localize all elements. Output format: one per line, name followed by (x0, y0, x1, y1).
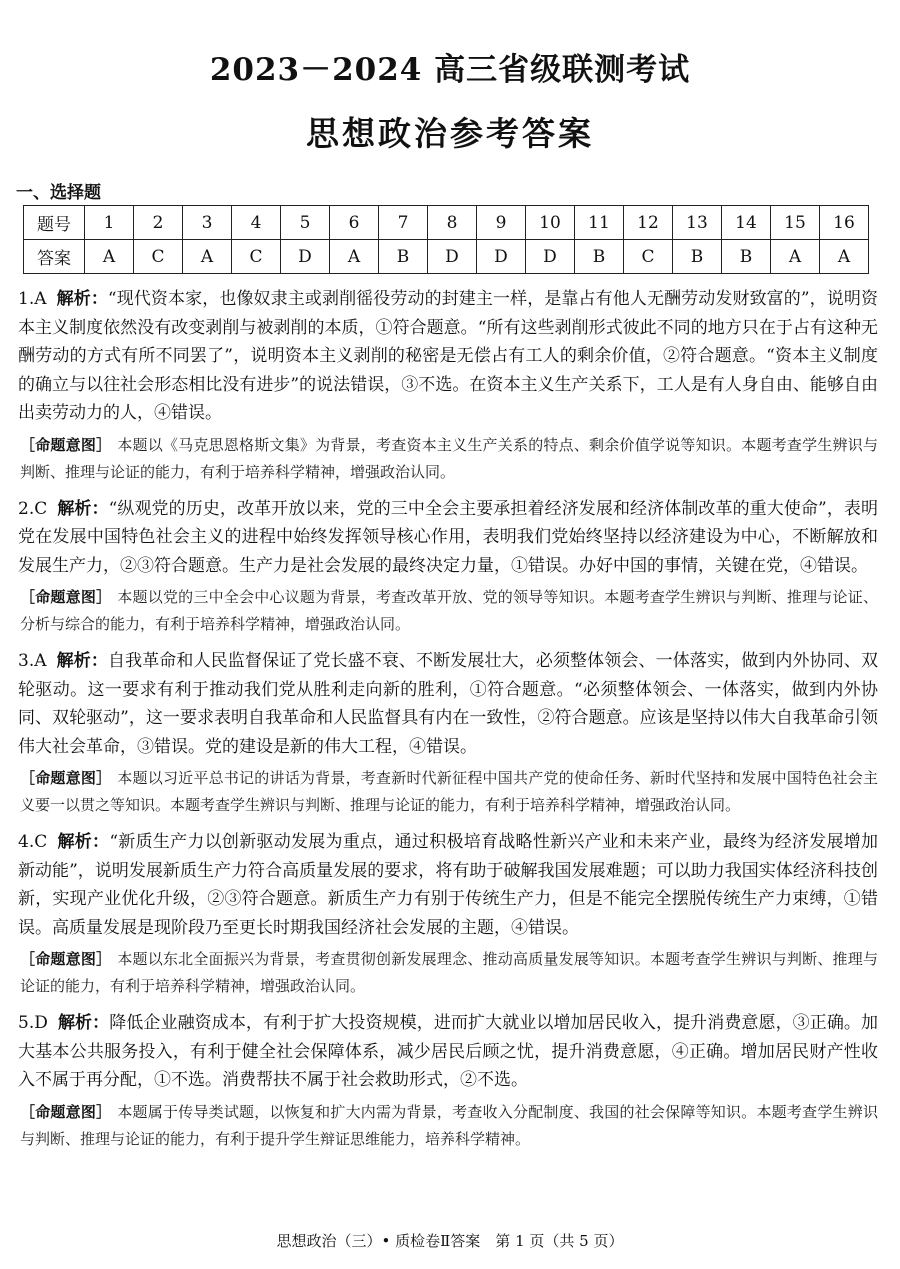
question-explanation (18, 647, 878, 819)
question-number-cell: 10 (526, 206, 575, 240)
subject-title: 思想政治参考答案 (306, 114, 594, 153)
answer-cell: A (820, 240, 869, 274)
page-footer: 思想政治（三）• 质检卷Ⅱ答案 第 1 页（共 5 页） (276, 1232, 624, 1250)
answer-cell: B (722, 240, 771, 274)
design-intent-label: ［命题意图］ (20, 1102, 112, 1121)
answer-cell: C (134, 240, 183, 274)
answer-cell: C (232, 240, 281, 274)
answer-cell: D (526, 240, 575, 274)
answer-row (24, 240, 869, 274)
section-heading: 一、选择题 (16, 183, 101, 203)
design-intent-label: ［命题意图］ (20, 435, 112, 454)
design-intent-text: 本题以习近平总书记的讲话为背景，考查新时代新征程中国共产党的使命任务、新时代坚持和发展中国特色社会主义要一以贯之等知识。本题考查学生辨识与判断、推理与论证的能力，有利于培养科学精神，增强政治认同。 (20, 769, 878, 814)
design-intent-label: ［命题意图］ (20, 950, 112, 968)
analysis-label: 解析： (56, 651, 108, 671)
question-number-cell: 12 (624, 206, 673, 240)
answer-cell: C (624, 240, 673, 274)
explanation-list (18, 285, 878, 1162)
question-explanation (18, 1009, 878, 1153)
design-intent-paragraph (18, 946, 878, 1000)
analysis-text: “现代资本家，也像奴隶主或剥削徭役劳动的封建主一样，是靠占有他人无酬劳动发财致富的”，说明资本主义制度依然没有改变剥削与被剥削的本质，①符合题意。“所有这些剥削形式彼此不同的地方只在于占有这种无酬劳动的方式有所不同罢了”，说明资本主义剥削的秘密是无偿占有工人的剩余价值，②符合题意。“资本主义制度的确立与以往社会形态相比没有进步”的说法错误，③不选。在资本主义生产关系下，工人是有人身自由、能够自由出卖劳动力的人，④错误。 (18, 289, 878, 423)
design-intent-text: 本题以党的三中全会中心议题为背景，考查改革开放、党的领导等知识。本题考查学生辨识与判断、推理与论证、分析与综合的能力，有利于培养科学精神，增强政治认同。 (20, 588, 878, 633)
question-answer-label: 5.D (18, 1013, 48, 1033)
design-intent-text: 本题属于传导类试题，以恢复和扩大内需为背景，考查收入分配制度、我国的社会保障等知识。本题考查学生辨识与判断、推理与论证的能力，有利于提升学生辩证思维能力，培养科学精神。 (20, 1102, 878, 1148)
analysis-paragraph (18, 495, 878, 581)
question-answer-label: 1.A (18, 289, 47, 309)
question-number-cell: 13 (673, 206, 722, 240)
analysis-label: 解析： (57, 832, 110, 852)
design-intent-paragraph (18, 584, 878, 638)
question-number-cell: 14 (722, 206, 771, 240)
question-answer-label: 2.C (18, 498, 48, 519)
question-number-cell: 6 (330, 206, 379, 240)
analysis-paragraph (18, 1009, 878, 1095)
design-intent-paragraph (18, 765, 878, 819)
question-number-cell: 16 (820, 206, 869, 240)
question-number-cell: 11 (575, 206, 624, 240)
answer-cell: A (330, 240, 379, 274)
question-number-cell: 15 (771, 206, 820, 240)
question-number-cell: 7 (379, 206, 428, 240)
answer-cell: B (575, 240, 624, 274)
question-number-cell: 2 (134, 206, 183, 240)
question-explanation (18, 285, 878, 486)
analysis-paragraph (18, 647, 878, 761)
question-number-cell: 4 (232, 206, 281, 240)
question-number-header: 题号 (24, 206, 85, 240)
question-number-row (24, 206, 869, 240)
answer-cell: A (771, 240, 820, 274)
question-number-cell: 5 (281, 206, 330, 240)
question-number-cell: 9 (477, 206, 526, 240)
design-intent-paragraph (18, 1099, 878, 1153)
analysis-text: 降低企业融资成本，有利于扩大投资规模，进而扩大就业以增加居民收入，提升消费意愿，③正确。加大基本公共服务投入，有利于健全社会保障体系，减少居民后顾之忧，提升消费意愿，④正确。增加居民财产性收入不属于再分配，①不选。消费帮扶不属于社会救助形式，②不选。 (18, 1013, 879, 1090)
analysis-label: 解析： (57, 498, 109, 519)
answer-cell: D (477, 240, 526, 274)
analysis-text: 自我革命和人民监督保证了党长盛不衰、不断发展壮大，必须整体领会、一体落实，做到内外协同、双轮驱动。这一要求有利于推动我们党从胜利走向新的胜利，①符合题意。“必须整体领会、一体落实，做到内外协同、双轮驱动”，这一要求表明自我革命和人民监督具有内在一致性，②符合题意。应该是坚持以伟大自我革命引领伟大社会革命，③错误。党的建设是新的伟大工程，④错误。 (18, 651, 879, 757)
question-explanation (18, 828, 878, 1000)
answer-cell: A (85, 240, 134, 274)
question-number-cell: 3 (183, 206, 232, 240)
design-intent-text: 本题以《马克思恩格斯文集》为背景，考查资本主义生产关系的特点、剩余价值学说等知识。本题考查学生辨识与判断、推理与论证的能力，有利于培养科学精神，增强政治认同。 (20, 435, 878, 481)
question-answer-label: 4.C (18, 832, 48, 852)
analysis-text: “新质生产力以创新驱动发展为重点，通过积极培育战略性新兴产业和未来产业，最终为经济发展增加新动能”，说明发展新质生产力符合高质量发展的要求，将有助于破解我国发展难题；可以助力我国实体经济科技创新，实现产业优化升级，②③符合题意。新质生产力有别于传统生产力，但是不能完全摆脱传统生产力束缚，①错误。高质量发展是现阶段乃至更长时期我国经济社会发展的主题，④错误。 (18, 832, 878, 938)
answer-cell: D (428, 240, 477, 274)
analysis-paragraph (18, 285, 878, 428)
analysis-label: 解析： (57, 1013, 110, 1033)
answer-cell: B (379, 240, 428, 274)
analysis-text: “纵观党的历史，改革开放以来，党的三中全会主要承担着经济发展和经济体制改革的重大使命”，表明党在发展中国特色社会主义的进程中始终发挥领导核心作用，表明我们党始终坚持以经济建设为中心，不断解放和发展生产力，②③符合题意。生产力是社会发展的最终决定力量，①错误。办好中国的事情，关键在党，④错误。 (18, 498, 878, 576)
analysis-label: 解析： (56, 289, 108, 309)
design-intent-text: 本题以东北全面振兴为背景，考查贯彻创新发展理念、推动高质量发展等知识。本题考查学生辨识与判断、推理与论证的能力，有利于培养科学精神，增强政治认同。 (20, 950, 878, 995)
design-intent-paragraph (18, 432, 878, 486)
answer-cell: A (183, 240, 232, 274)
answer-table (23, 205, 869, 274)
question-number-cell: 1 (85, 206, 134, 240)
design-intent-label: ［命题意图］ (20, 769, 112, 787)
question-number-cell: 8 (428, 206, 477, 240)
question-answer-label: 3.A (18, 651, 47, 671)
design-intent-label: ［命题意图］ (20, 588, 112, 606)
analysis-paragraph (18, 828, 878, 942)
answer-cell: D (281, 240, 330, 274)
answer-cell: B (673, 240, 722, 274)
question-explanation (18, 495, 878, 639)
exam-title: 2023－2024 高三省级联测考试 (209, 52, 691, 88)
answer-header: 答案 (24, 240, 85, 274)
